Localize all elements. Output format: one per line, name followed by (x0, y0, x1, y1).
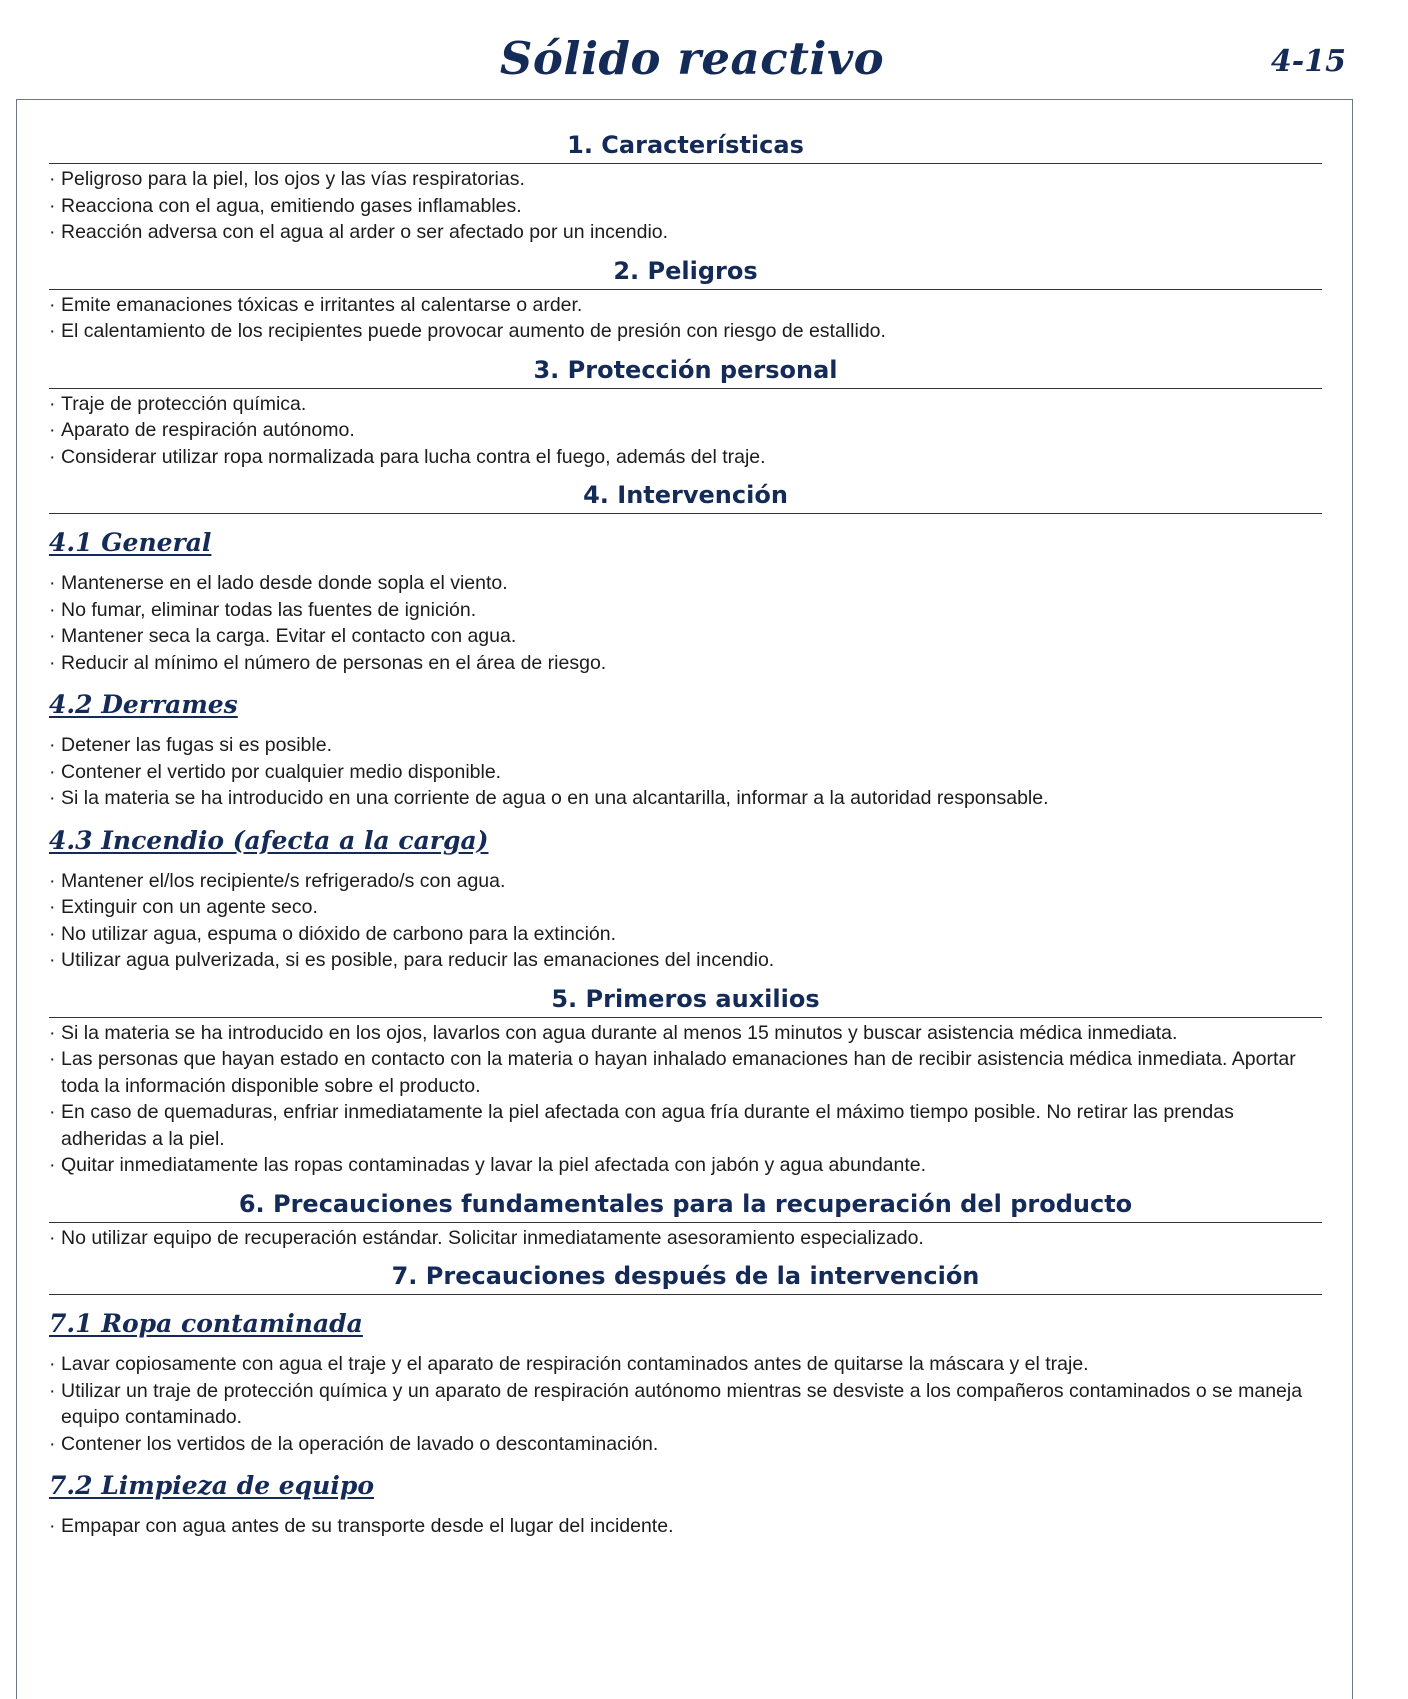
list-item: · Detener las fugas si es posible. (49, 732, 1322, 759)
section-heading: 5. Primeros auxilios (49, 984, 1322, 1018)
list-item: · En caso de quemaduras, enfriar inmediatamente la piel afectada con agua fría durante el máximo tiempo posible. No retirar las prendas adheridas a la piel. (49, 1099, 1322, 1152)
list-item: · Mantener el/los recipiente/s refrigerado/s con agua. (49, 868, 1322, 895)
section-list (49, 391, 1322, 471)
list-item: · Reducir al mínimo el número de personas en el área de riesgo. (49, 650, 1322, 677)
list-item: · Peligroso para la piel, los ojos y las vías respiratorias. (49, 166, 1322, 193)
list-item: · Si la materia se ha introducido en una corriente de agua o en una alcantarilla, informar a la autoridad responsable. (49, 785, 1322, 812)
subsection-heading: 4.2 Derrames (49, 690, 238, 719)
list-item: · Mantenerse en el lado desde donde sopla el viento. (49, 570, 1322, 597)
list-item: · Reacciona con el agua, emitiendo gases inflamables. (49, 193, 1322, 220)
subsection-list (49, 1513, 1322, 1540)
section-heading: 4. Intervención (49, 480, 1322, 514)
section-heading: 3. Protección personal (49, 355, 1322, 389)
page-title: Sólido reactivo (499, 32, 885, 85)
section-list (49, 292, 1322, 345)
list-item: · Considerar utilizar ropa normalizada para lucha contra el fuego, además del traje. (49, 444, 1322, 471)
section-list (49, 1225, 1322, 1252)
list-item: · Reacción adversa con el agua al arder o ser afectado por un incendio. (49, 219, 1322, 246)
section-heading: 7. Precauciones después de la intervención (49, 1261, 1322, 1295)
subsection-list (49, 732, 1322, 812)
list-item: · Emite emanaciones tóxicas e irritantes al calentarse o arder. (49, 292, 1322, 319)
list-item: · Extinguir con un agente seco. (49, 894, 1322, 921)
list-item: · Aparato de respiración autónomo. (49, 417, 1322, 444)
list-item: · Contener los vertidos de la operación de lavado o descontaminación. (49, 1431, 1322, 1458)
list-item: · Lavar copiosamente con agua el traje y el aparato de respiración contaminados antes de quitarse la máscara y el traje. (49, 1351, 1322, 1378)
subsection-list (49, 1351, 1322, 1457)
section-list (49, 166, 1322, 246)
page-number: 4-15 (1270, 44, 1346, 79)
list-item: · Utilizar un traje de protección química y un aparato de respiración autónomo mientras se desviste a los compañeros contaminados o se maneja equipo contaminado. (49, 1378, 1322, 1431)
section-heading: 1. Características (49, 130, 1322, 164)
subsection-heading: 4.1 General (49, 528, 212, 557)
list-item: · Empapar con agua antes de su transporte desde el lugar del incidente. (49, 1513, 1322, 1540)
list-item: · Si la materia se ha introducido en los ojos, lavarlos con agua durante al menos 15 minutos y buscar asistencia médica inmediata. (49, 1020, 1322, 1047)
list-item: · Utilizar agua pulverizada, si es posible, para reducir las emanaciones del incendio. (49, 947, 1322, 974)
document-body (49, 130, 1322, 1540)
list-item: · Las personas que hayan estado en contacto con la materia o hayan inhalado emanaciones han de recibir asistencia médica inmediata. Aportar toda la información disponible sobre el producto. (49, 1046, 1322, 1099)
list-item: · El calentamiento de los recipientes puede provocar aumento de presión con riesgo de estallido. (49, 318, 1322, 345)
subsection-heading: 7.2 Limpieza de equipo (49, 1471, 375, 1500)
subsection-list (49, 868, 1322, 974)
subsection-list (49, 570, 1322, 676)
list-item: · Traje de protección química. (49, 391, 1322, 418)
section-heading: 2. Peligros (49, 256, 1322, 290)
list-item: · No utilizar equipo de recuperación estándar. Solicitar inmediatamente asesoramiento especializado. (49, 1225, 1322, 1252)
section-heading: 6. Precauciones fundamentales para la recuperación del producto (49, 1189, 1322, 1223)
subsection-heading: 4.3 Incendio (afecta a la carga) (49, 825, 489, 855)
list-item: · Contener el vertido por cualquier medio disponible. (49, 759, 1322, 786)
subsection-heading: 7.1 Ropa contaminada (49, 1309, 363, 1338)
list-item: · Mantener seca la carga. Evitar el contacto con agua. (49, 623, 1322, 650)
list-item: · No fumar, eliminar todas las fuentes de ignición. (49, 597, 1322, 624)
page-header (0, 32, 1408, 92)
list-item: · No utilizar agua, espuma o dióxido de carbono para la extinción. (49, 921, 1322, 948)
list-item: · Quitar inmediatamente las ropas contaminadas y lavar la piel afectada con jabón y agua abundante. (49, 1152, 1322, 1179)
section-list (49, 1020, 1322, 1179)
